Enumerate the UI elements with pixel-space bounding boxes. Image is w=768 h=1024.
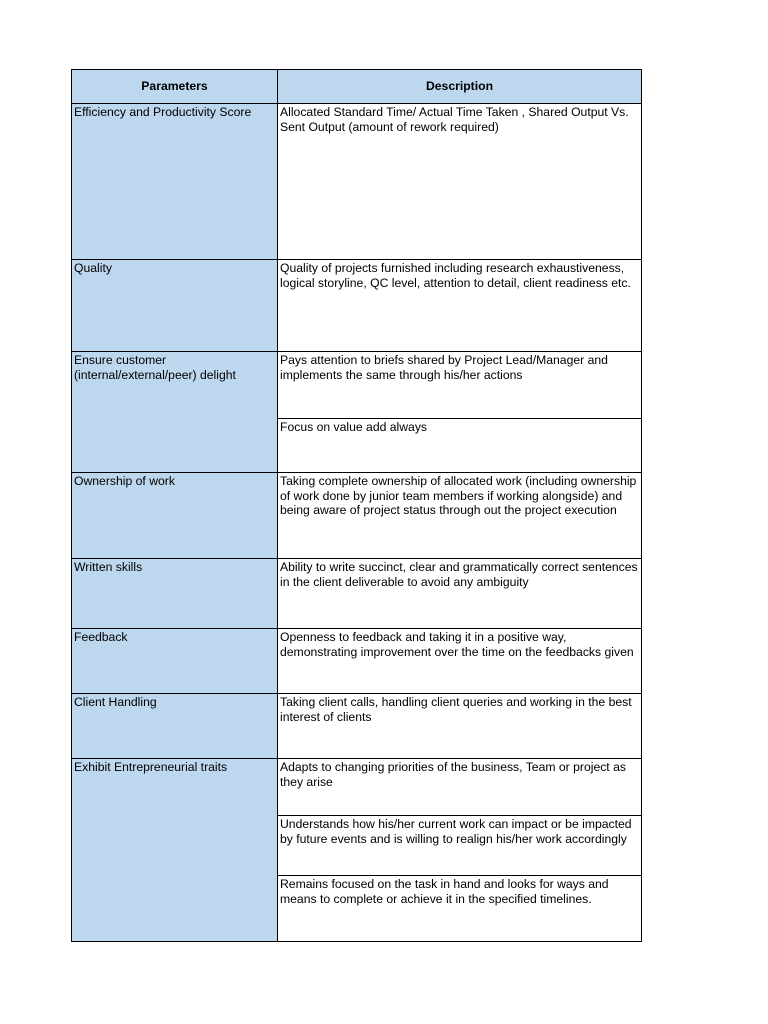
table-row [72, 694, 642, 759]
description-entrepreneurial-adapts: Adapts to changing priorities of the business, Team or project as they arise [278, 759, 642, 816]
description-customer-delight-briefs: Pays attention to briefs shared by Project Lead/Manager and implements the same through his/her actions [278, 352, 642, 419]
header-description: Description [278, 70, 642, 104]
description-written-skills: Ability to write succinct, clear and grammatically correct sentences in the client deliverable to avoid any ambiguity [278, 559, 642, 629]
table-row [72, 759, 642, 816]
description-efficiency-productivity: Allocated Standard Time/ Actual Time Taken , Shared Output Vs. Sent Output (amount of rework required) [278, 104, 642, 260]
table-row [72, 473, 642, 559]
description-customer-delight-value-add: Focus on value add always [278, 419, 642, 473]
description-entrepreneurial-focused: Remains focused on the task in hand and looks for ways and means to complete or achieve it in the specified timelines. [278, 876, 642, 942]
parameter-feedback: Feedback [72, 629, 278, 694]
description-feedback: Openness to feedback and taking it in a positive way, demonstrating improvement over the time on the feedbacks given [278, 629, 642, 694]
parameters-table [71, 69, 642, 942]
parameters-table-sheet [71, 69, 641, 942]
table-row [72, 559, 642, 629]
parameter-customer-delight: Ensure customer (internal/external/peer) delight [72, 352, 278, 473]
description-quality: Quality of projects furnished including research exhaustiveness, logical storyline, QC level, attention to detail, client readiness etc. [278, 260, 642, 352]
parameter-ownership-of-work: Ownership of work [72, 473, 278, 559]
parameter-client-handling: Client Handling [72, 694, 278, 759]
table-row [72, 629, 642, 694]
description-client-handling: Taking client calls, handling client queries and working in the best interest of clients [278, 694, 642, 759]
description-entrepreneurial-realign: Understands how his/her current work can impact or be impacted by future events and is willing to realign his/her work accordingly [278, 816, 642, 876]
parameter-written-skills: Written skills [72, 559, 278, 629]
table-row [72, 260, 642, 352]
table-header-row [72, 70, 642, 104]
table-row [72, 104, 642, 260]
table-row [72, 352, 642, 419]
header-parameters: Parameters [72, 70, 278, 104]
description-ownership-of-work: Taking complete ownership of allocated work (including ownership of work done by junior team members if working alongside) and being aware of project status through out the project execution [278, 473, 642, 559]
parameter-quality: Quality [72, 260, 278, 352]
parameter-entrepreneurial-traits: Exhibit Entrepreneurial traits [72, 759, 278, 942]
parameter-efficiency-productivity: Efficiency and Productivity Score [72, 104, 278, 260]
